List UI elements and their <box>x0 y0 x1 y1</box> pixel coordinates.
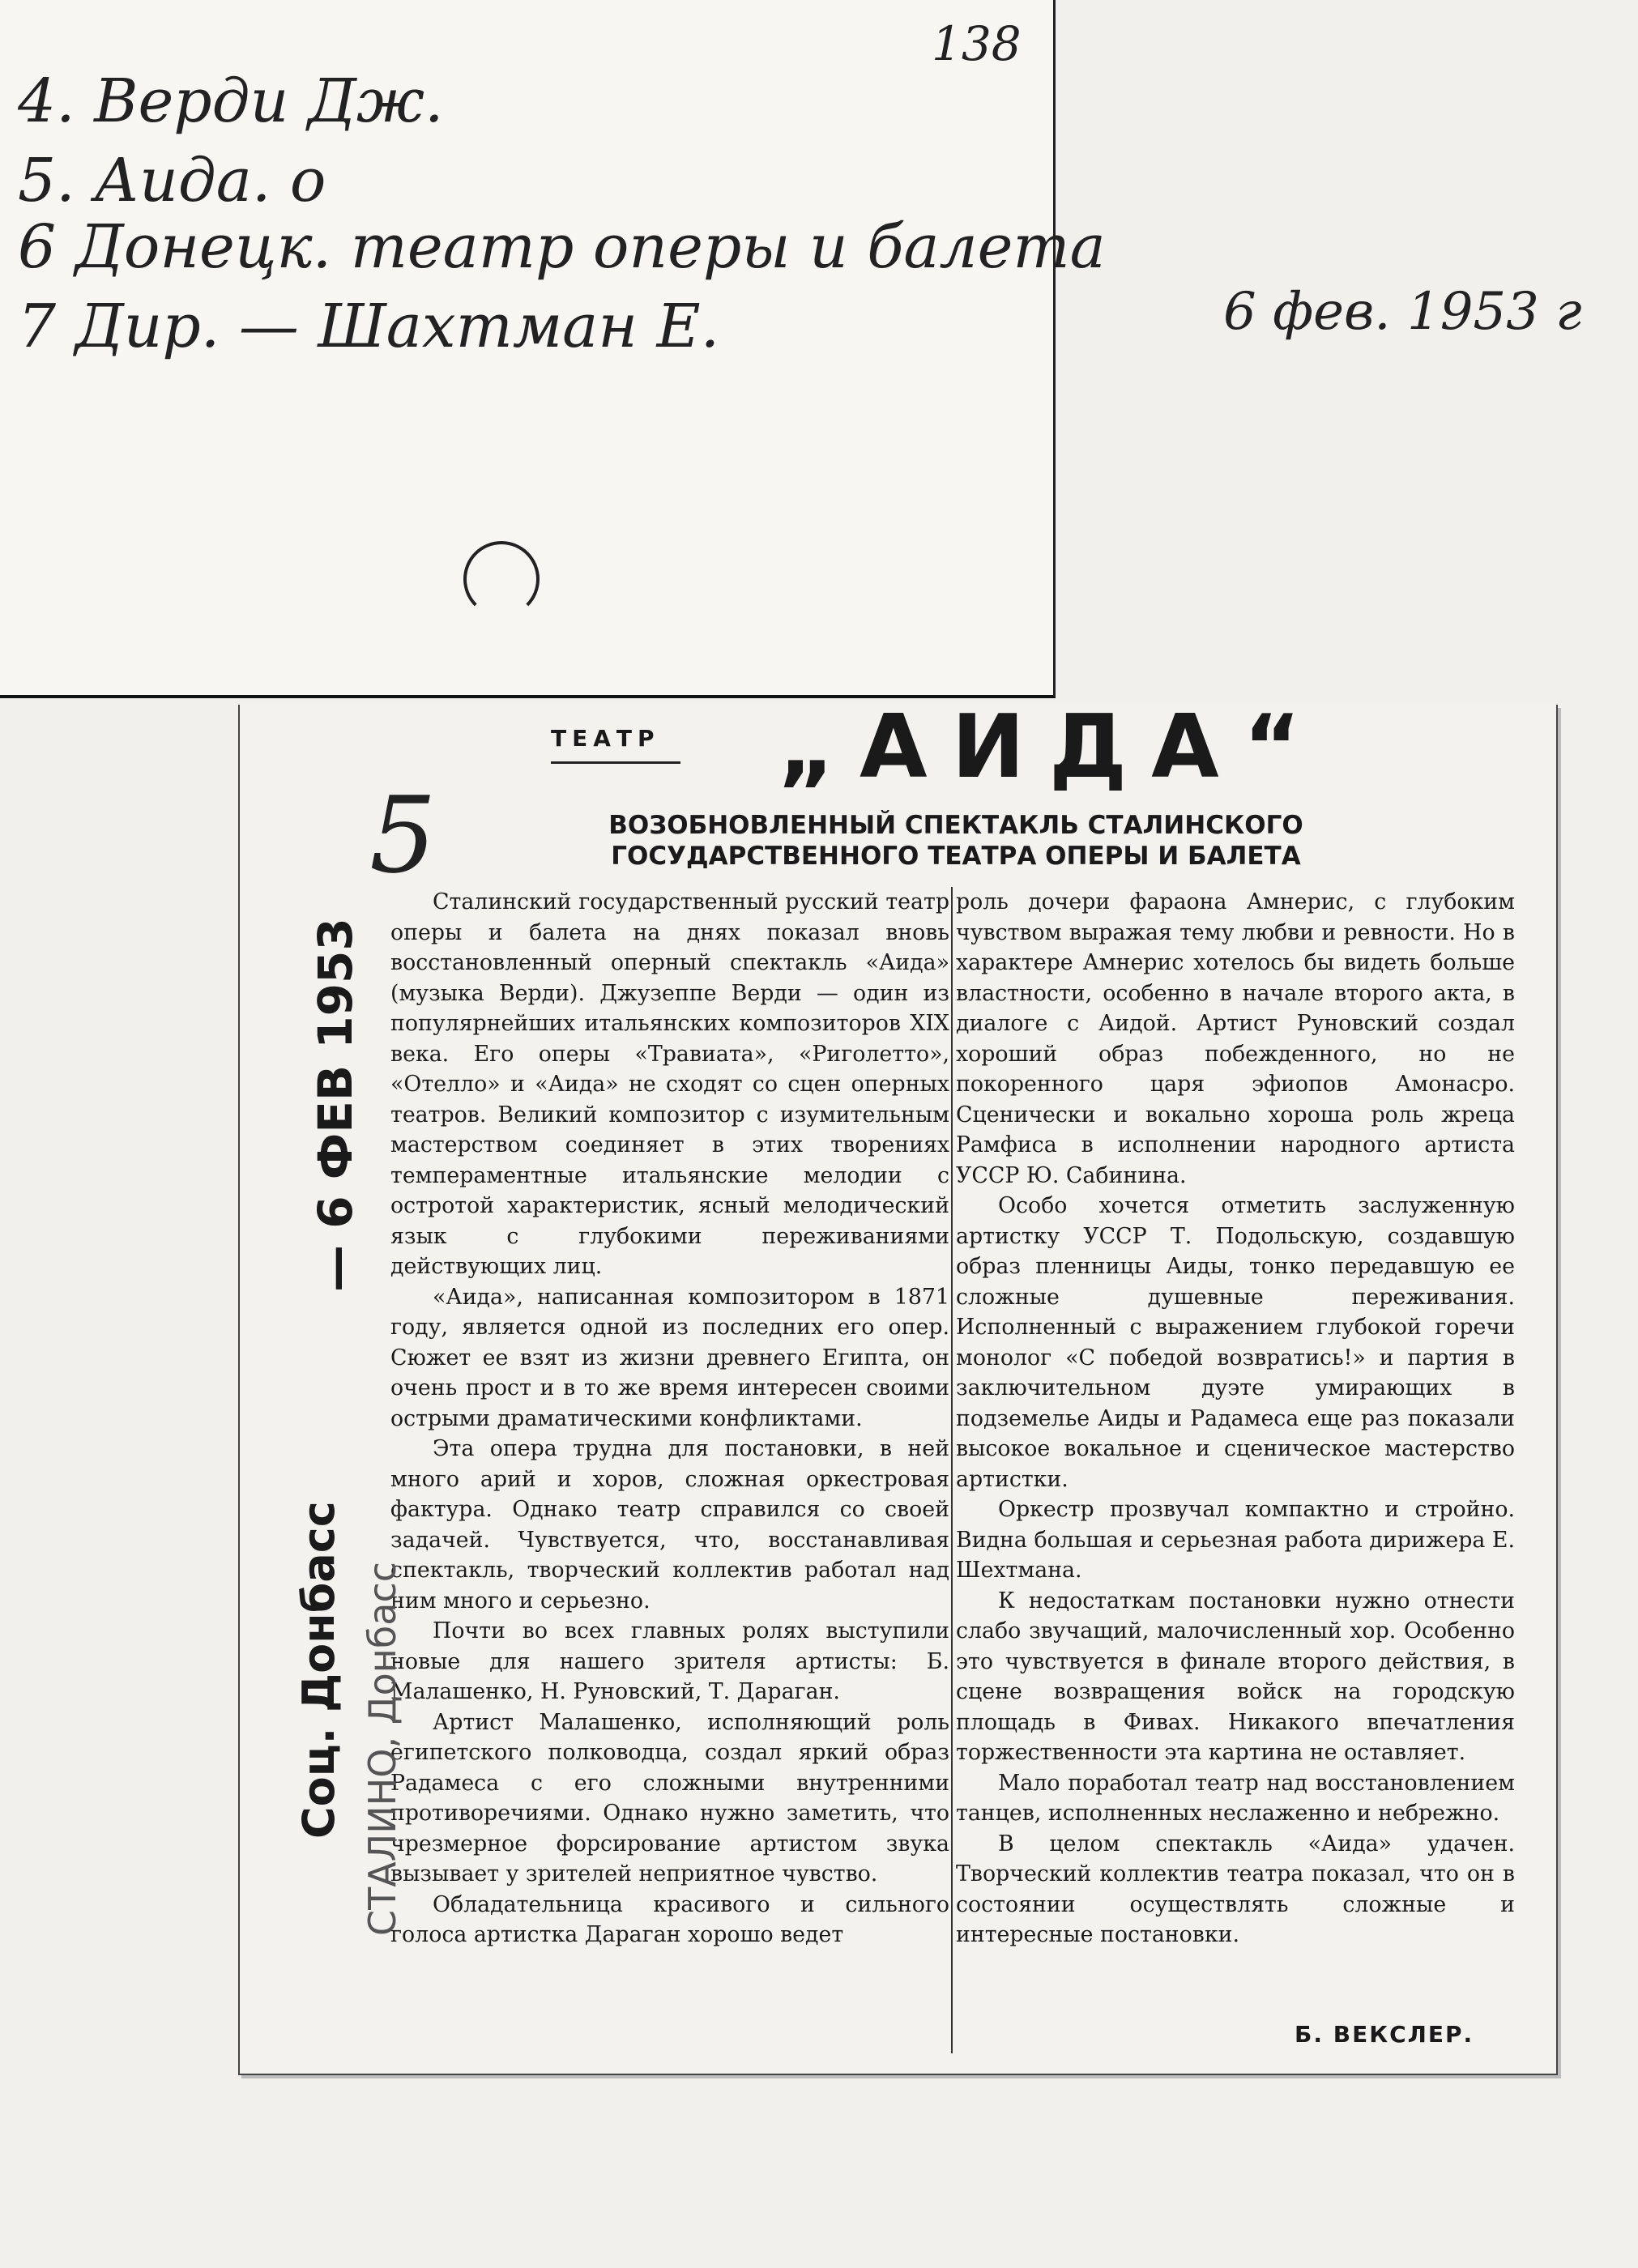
article-paragraph: В целом спектакль «Аида» удачен. Творческий коллектив театра показал, что он в состоянии осуществлять сложные и интересные постановки. <box>956 1831 1515 1947</box>
newspaper-stamp: Соц. Донбасс <box>293 1501 344 1839</box>
article-paragraph: Сталинский государственный русский театр оперы и балета на днях показал вновь восстановленный оперный спектакль «Аида» (музыка Верди). Джузеппе Верди — один из популярнейших итальянских композиторов XIX века. Его оперы «Травиата», «Риголетто», «Отелло» и «Аида» не сходят со сцен оперных театров. Великий композитор с изумительным мастерством соединяет в этих творениях темпераментные итальянские мелодии с остротой характеристик, ясный мелодический язык с глубокими переживаниями действующих лиц. <box>390 889 949 1279</box>
card-note: 5. Аида. о <box>18 146 326 215</box>
subheadline-line: ГОСУДАРСТВЕННОГО ТЕАТРА ОПЕРЫ И БАЛЕТА <box>611 842 1301 871</box>
headline: „АИДА“ <box>778 697 1325 798</box>
punch-hole <box>463 541 540 617</box>
author-signature: Б. ВЕКСЛЕР. <box>1295 2021 1474 2048</box>
rubric-label: ТЕАТР <box>551 725 660 752</box>
page-number: 138 <box>932 16 1022 71</box>
article-paragraph: Обладательница красивого и сильного голоса артистка Дараган хорошо ведет <box>390 1891 949 1947</box>
article-paragraph: «Аида», написанная композитором в 1871 году, является одной из последних его опер. Сюжет ее взят из жизни древнего Египта, он очень прост и в то же время интересен своими острыми драматическими конфликтами. <box>390 1284 949 1431</box>
article-paragraph: Эта опера трудна для постановки, в ней много арий и хоров, сложная оркестровая фактура. Однако театр справился со своей задачей. Чувствуется, что, восстанавливая спектакль, творческий коллектив работал над ним много и серьезно. <box>390 1436 949 1614</box>
article-paragraph: Оркестр прозвучал компактно и стройно. Видна большая и серьезная работа дирижера Е. Шехтмана. <box>956 1497 1515 1583</box>
card-note: 4. Верди Дж. <box>18 66 444 136</box>
article-column-left <box>390 887 949 1950</box>
city-stamp: СТАЛИНО, Донбасс <box>360 1561 404 1936</box>
article-paragraph: Особо хочется отметить заслуженную артистку УССР Т. Подольскую, создавшую образ пленницы Аиды, тонко передавшую ее сложные душевные переживания. Исполненный с выражением глубокой горечи монолог «С победой возвратись!» и партия в заключительном дуэте умирающих в подземелье Аиды и Радамеса еще раз показали высокое вокальное и сценическое мастерство артистки. <box>956 1193 1515 1492</box>
date-stamp: — 6 ФЕВ 1953 <box>308 918 363 1292</box>
subheadline <box>559 810 1353 872</box>
article-column-right <box>956 887 1515 1950</box>
column-divider <box>951 887 953 2053</box>
article-paragraph: К недостаткам постановки нужно отнести слабо звучащий, малочисленный хор. Особенно это чувствуется в финале второго действия, в сцене возвращения войск на городскую площадь в Фивах. Никакого впечатления торжественности эта картина не оставляет. <box>956 1588 1515 1765</box>
article-paragraph: Артист Малашенко, исполняющий роль египетского полководца, создал яркий образ Радамеса с его сложными внутренними противоречиями. Однако нужно заметить, что чрезмерное форсирование артистом звука вызывает у зрителей неприятное чувство. <box>390 1709 949 1886</box>
article-paragraph: Мало поработал театр над восстановлением танцев, исполненных неслаженно и небрежно. <box>956 1770 1515 1826</box>
card-note: 6 Донецк. театр оперы и балета <box>18 212 1106 282</box>
index-card <box>0 0 1106 698</box>
article-paragraph: роль дочери фараона Амнерис, с глубоким чувством выражая тему любви и ревности. Но в характере Амнерис хотелось бы видеть больше властности, особенно в начале второго акта, в диалоге с Аидой. Артист Руновский создал хороший образ побежденного, но не покоренного царя эфиопов Амонасро. Сценически и вокально хороша роль жреца Рамфиса в исполнении народного артиста УССР Ю. Сабинина. <box>956 889 1515 1188</box>
date-note: 6 фев. 1953 г <box>1223 282 1582 342</box>
card-note: 7 Дир. — Шахтман Е. <box>18 292 720 361</box>
subheadline-line: ВОЗОБНОВЛЕННЫЙ СПЕКТАКЛЬ СТАЛИНСКОГО <box>608 811 1303 840</box>
rubric-underline <box>551 761 680 764</box>
section-mark: 5 <box>369 774 437 897</box>
article-paragraph: Почти во всех главных ролях выступили новые для нашего зрителя артисты: Б. Малашенко, Н. Руновский, Т. Дараган. <box>390 1618 949 1704</box>
